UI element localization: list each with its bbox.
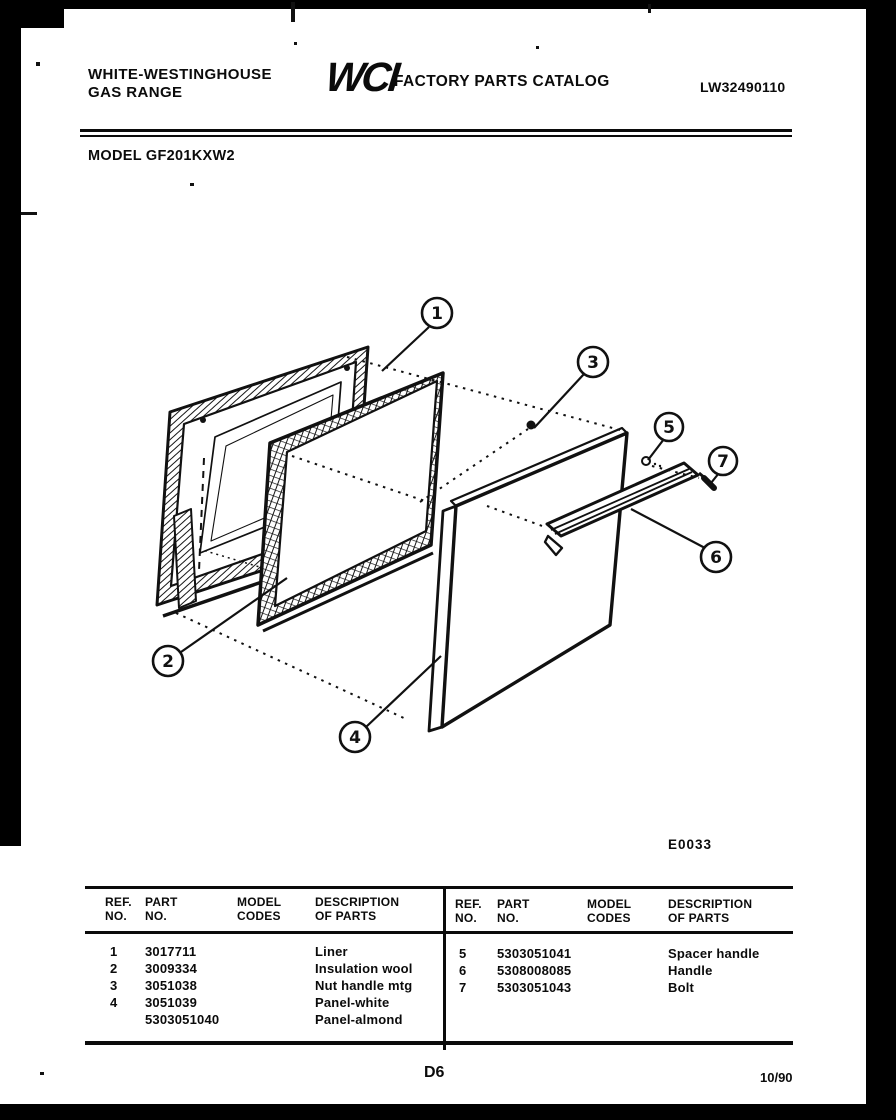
table-rule-top [85,886,793,889]
col-header-model-left: MODEL CODES [237,895,282,923]
wci-logo: WCI [323,54,400,100]
screw-hole [344,365,350,371]
table-row: 3 3051038 Nut handle mtg [110,978,413,993]
callout-1 [422,298,452,328]
spacer-handle [642,457,661,467]
svg-text:6: 6 [710,548,722,568]
table-row: 5303051040 Panel-almond [145,1012,403,1027]
table-row: 4 3051039 Panel-white [110,995,390,1010]
callout-5 [655,413,683,441]
screw-hole [200,417,206,423]
model-number: MODEL GF201KXW2 [88,148,235,164]
svg-text:2: 2 [162,652,174,672]
col-header-ref-left: REF. NO. [105,895,132,923]
svg-text:5: 5 [663,418,675,438]
svg-text:3: 3 [587,353,599,373]
col-header-part-left: PART NO. [145,895,178,923]
nut-handle-mtg [527,421,536,430]
brand-line2: GAS RANGE [88,84,183,101]
door-panel [429,428,627,731]
callout-2 [153,646,183,676]
svg-text:4: 4 [349,728,361,748]
table-rule-header [85,931,793,934]
svg-text:1: 1 [431,304,443,324]
callout-6 [701,542,731,572]
callout-7 [709,447,737,475]
liner-bracket [174,509,196,608]
date-code: 10/90 [760,1070,793,1085]
col-header-ref-right: REF. NO. [455,897,482,925]
svg-text:7: 7 [717,452,729,472]
col-header-model-right: MODEL CODES [587,897,632,925]
catalog-title: FACTORY PARTS CATALOG [394,73,610,90]
table-row: 2 3009334 Insulation wool [110,961,413,976]
publication-number: LW32490110 [700,79,786,95]
col-header-part-right: PART NO. [497,897,530,925]
table-row: 5 5303051041 Spacer handle [459,946,760,961]
table-row: 6 5308008085 Handle [459,963,713,978]
col-header-desc-left: DESCRIPTION OF PARTS [315,895,400,923]
table-rule-bottom [85,1041,793,1045]
table-row: 1 3017711 Liner [110,944,348,959]
col-header-desc-right: DESCRIPTION OF PARTS [668,897,753,925]
figure-code: E0033 [668,837,713,852]
callout-3 [578,347,608,377]
brand-line1: WHITE-WESTINGHOUSE [88,66,272,83]
table-row: 7 5303051043 Bolt [459,980,695,995]
page-code: D6 [424,1064,445,1081]
callout-4 [340,722,370,752]
